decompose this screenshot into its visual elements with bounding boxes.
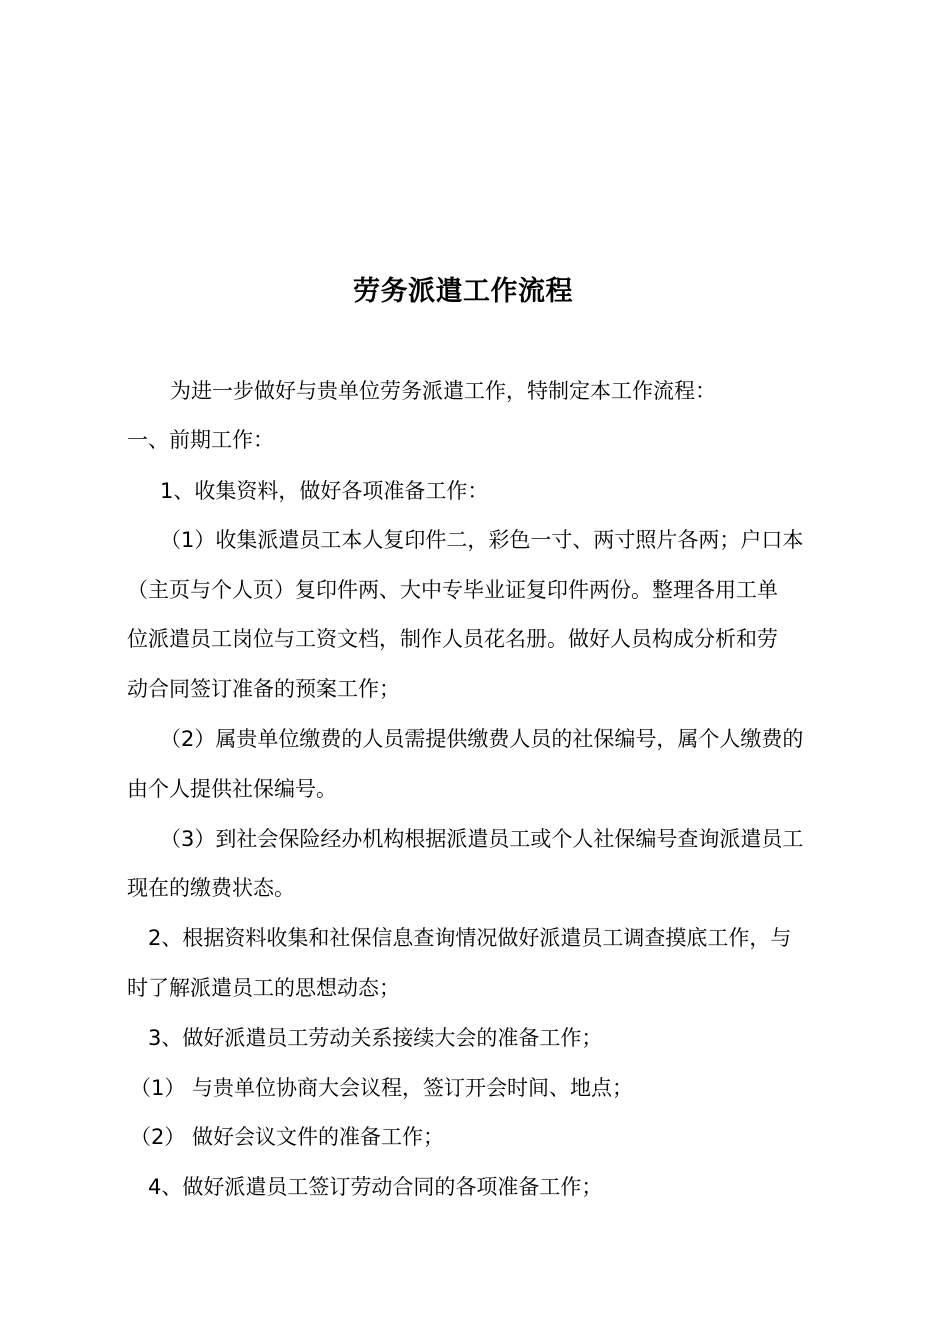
item-1-1-line-2: （主页与个人页）复印件两、大中专毕业证复印件两份。整理各用工单 xyxy=(127,578,778,602)
item-1-1-line-4: 动合同签订准备的预案工作； xyxy=(127,677,400,701)
item-1-2-line-1: （2）属贵单位缴费的人员需提供缴费人员的社保编号，属个人缴费的 xyxy=(160,727,804,751)
item-3-2: （2） 做好会议文件的准备工作； xyxy=(130,1125,445,1149)
intro-paragraph: 为进一步做好与贵单位劳务派遣工作，特制定本工作流程： xyxy=(170,379,716,403)
item-1-1-line-3: 位派遣员工岗位与工资文档，制作人员花名册。做好人员构成分析和劳 xyxy=(127,627,778,651)
document-title: 劳务派遣工作流程 xyxy=(353,276,573,307)
item-1-heading: 1、收集资料，做好各项准备工作： xyxy=(160,479,489,503)
section-heading-preliminary: 一、前期工作： xyxy=(127,428,274,452)
item-3-heading: 3、做好派遣员工劳动关系接续大会的准备工作； xyxy=(148,1026,603,1050)
item-1-1-line-1: （1）收集派遣员工本人复印件二，彩色一寸、两寸照片各两；户口本 xyxy=(160,528,804,552)
item-2-line-2: 时了解派遣员工的思想动态； xyxy=(127,976,400,1000)
item-3-1: （1） 与贵单位协商大会议程，签订开会时间、地点； xyxy=(130,1076,634,1100)
item-1-2-line-2: 由个人提供社保编号。 xyxy=(127,777,337,801)
item-1-3-line-1: （3）到社会保险经办机构根据派遣员工或个人社保编号查询派遣员工 xyxy=(160,827,804,851)
item-1-3-line-2: 现在的缴费状态。 xyxy=(127,876,295,900)
item-2-line-1: 2、根据资料收集和社保信息查询情况做好派遣员工调查摸底工作，与 xyxy=(148,926,792,950)
item-4-heading: 4、做好派遣员工签订劳动合同的各项准备工作； xyxy=(148,1175,603,1199)
